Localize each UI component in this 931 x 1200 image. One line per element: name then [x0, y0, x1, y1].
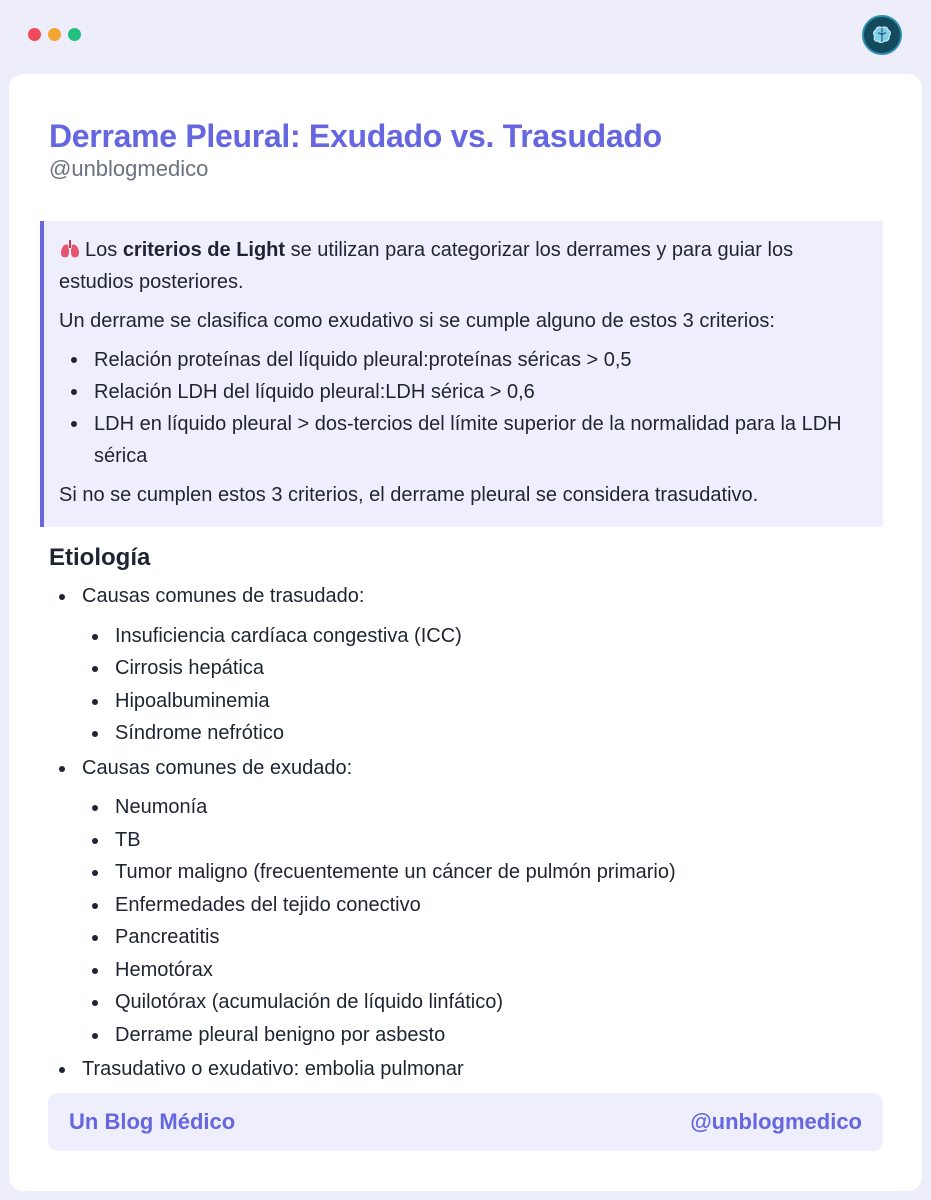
- window-topbar: [0, 0, 931, 70]
- light-criteria-callout: [40, 221, 883, 527]
- transudate-label: Causas comunes de trasudado:: [82, 585, 365, 607]
- close-window-dot[interactable]: [28, 28, 41, 41]
- etiology-list: [49, 580, 889, 1086]
- criteria-item: Relación proteínas del líquido pleural:proteínas séricas > 0,5: [59, 344, 867, 376]
- list-item: Hemotórax: [82, 954, 889, 987]
- callout-intro-before: Los: [85, 239, 123, 261]
- brain-icon: [869, 22, 895, 48]
- minimize-window-dot[interactable]: [48, 28, 61, 41]
- callout-rule: Un derrame se clasifica como exudativo si se cumple alguno de estos 3 criterios:: [59, 310, 775, 332]
- footer-brand[interactable]: Un Blog Médico: [69, 1109, 236, 1134]
- criteria-item: LDH en líquido pleural > dos-tercios del límite superior de la normalidad para la LDH sérica: [59, 408, 867, 472]
- content-card: [9, 74, 922, 1191]
- list-item: Pancreatitis: [82, 921, 889, 954]
- exudate-list: [82, 791, 889, 1051]
- callout-intro: [59, 234, 867, 298]
- light-criteria-term: criterios de Light: [122, 239, 286, 261]
- list-item: Tumor maligno (frecuentemente un cáncer de pulmón primario): [82, 856, 889, 889]
- transudate-list: [82, 620, 889, 750]
- maximize-window-dot[interactable]: [68, 28, 81, 41]
- list-item: Cirrosis hepática: [82, 652, 889, 685]
- list-item: Neumonía: [82, 791, 889, 824]
- footer-handle[interactable]: @unblogmedico: [690, 1109, 862, 1134]
- list-item: Hipoalbuminemia: [82, 685, 889, 718]
- list-item: Derrame pleural benigno por asbesto: [82, 1019, 889, 1052]
- callout-conclusion: Si no se cumplen estos 3 criterios, el derrame pleural se considera trasudativo.: [59, 484, 759, 506]
- callout-intro-after: se utilizan para categorizar los derrames y para guiar los estudios posteriores.: [59, 239, 794, 293]
- author-handle: @unblogmedico: [49, 156, 209, 181]
- criteria-item: Relación LDH del líquido pleural:LDH sérica > 0,6: [59, 376, 867, 408]
- list-item: Insuficiencia cardíaca congestiva (ICC): [82, 620, 889, 653]
- footer-bar: [48, 1093, 883, 1151]
- list-item: TB: [82, 824, 889, 857]
- etiology-heading: Etiología: [49, 544, 151, 571]
- transudate-group: [49, 580, 889, 750]
- avatar[interactable]: [862, 15, 902, 55]
- list-item: Síndrome nefrótico: [82, 717, 889, 750]
- exudate-group: [49, 752, 889, 1052]
- both-item: Trasudativo o exudativo: embolia pulmonar: [49, 1053, 889, 1086]
- lungs-icon: [59, 239, 81, 259]
- exudate-label: Causas comunes de exudado:: [82, 756, 353, 779]
- criteria-list: [59, 344, 867, 472]
- list-item: Quilotórax (acumulación de líquido linfático): [82, 986, 889, 1019]
- list-item: Enfermedades del tejido conectivo: [82, 889, 889, 922]
- page-title: Derrame Pleural: Exudado vs. Trasudado: [49, 118, 662, 154]
